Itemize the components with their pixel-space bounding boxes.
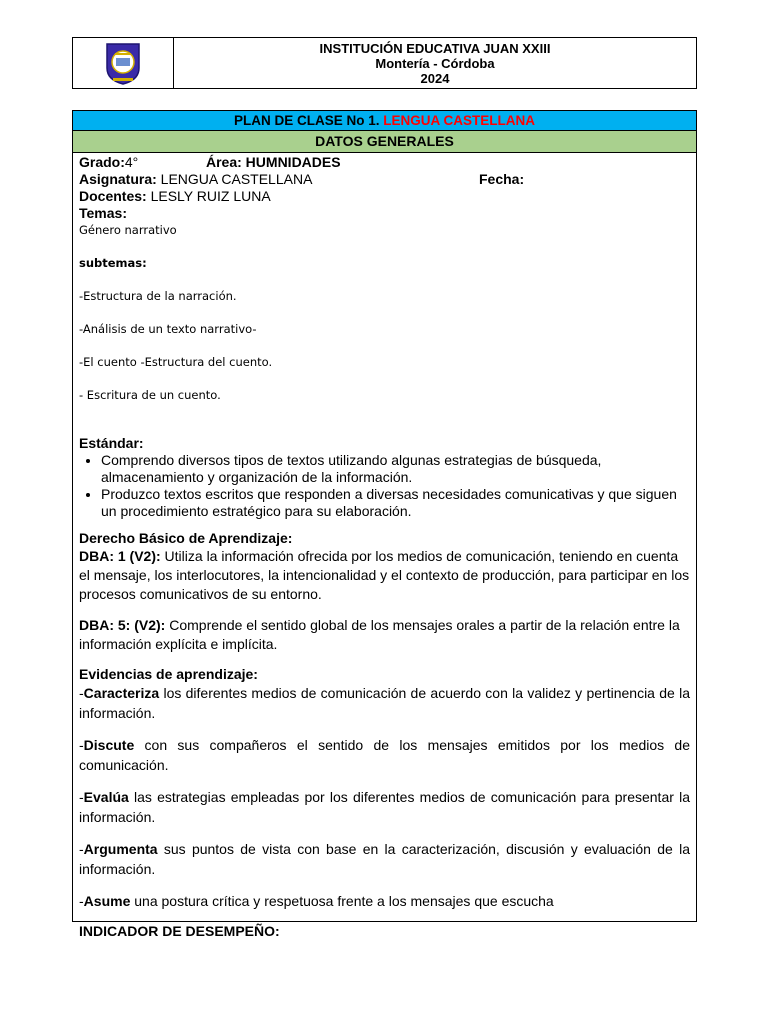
evidencia-item: -Caracteriza los diferentes medios de comunicación de acuerdo con la validez y pertinencia de la información.: [79, 685, 690, 721]
school-shield-icon: [103, 40, 143, 86]
asignatura-label: Asignatura:: [79, 171, 157, 187]
subtema-item: -Estructura de la narración.: [79, 289, 237, 303]
estandar-list: [79, 452, 690, 520]
evidencia-text: una postura crítica y respetuosa frente a los mensajes que escucha: [130, 893, 554, 909]
evidencias-label: Evidencias de aprendizaje:: [79, 666, 258, 682]
evidencia-text: con sus compañeros el sentido de los mensajes emitidos por los medios de comunicación.: [79, 737, 690, 773]
subtemas-label: subtemas:: [79, 256, 147, 270]
subtema-item: -Análisis de un texto narrativo-: [79, 322, 257, 336]
dba5-text: Comprende el sentido global de los mensajes orales a partir de la relación entre la información explícita e implícita.: [79, 617, 680, 652]
evidencia-verb: Discute: [83, 737, 135, 753]
temas-label: Temas:: [79, 205, 127, 221]
evidencia-text: las estrategias empleadas por los diferentes medios de comunicación para presentar la información.: [79, 789, 690, 825]
asignatura-line: [79, 171, 690, 188]
estandar-item: • Comprendo diversos tipos de textos utilizando algunas estrategias de búsqueda, almacenamiento y organización de la información.: [101, 452, 690, 486]
header-title: [174, 38, 696, 88]
lesson-plan-table: [72, 110, 697, 939]
area-label: Área: HUMNIDADES: [206, 154, 341, 170]
grado-line: [79, 154, 690, 171]
dba-heading: Derecho Básico de Aprendizaje:: [79, 530, 293, 546]
evidencia-text: sus puntos de vista con base en la caracterización, discusión y evaluación de la información.: [79, 841, 690, 877]
institution-name: INSTITUCIÓN EDUCATIVA JUAN XXIII: [319, 41, 551, 56]
plan-title-row: [73, 111, 696, 131]
docentes-line: [79, 188, 690, 205]
subtema-item: - Escritura de un cuento.: [79, 388, 221, 402]
asignatura-value: LENGUA CASTELLANA: [156, 171, 313, 187]
evidencia-verb: Caracteriza: [83, 685, 160, 701]
tema-text: Género narrativo: [79, 223, 177, 237]
evidencia-item: -Evalúa las estrategias empleadas por los diferentes medios de comunicación para presentar la información.: [79, 789, 690, 825]
grado-value: 4°: [124, 154, 139, 170]
estandar-label: Estándar:: [79, 435, 144, 451]
evidencia-text: los diferentes medios de comunicación de acuerdo con la validez y pertinencia de la información.: [79, 685, 690, 721]
plan-title: PLAN DE CLASE No 1.: [233, 113, 384, 128]
dba1-paragraph: [79, 547, 690, 604]
dba5-label: DBA: 5: (V2):: [79, 617, 166, 633]
general-data: [73, 153, 696, 940]
logo-cell: [73, 38, 174, 88]
dba5-paragraph: [79, 616, 690, 654]
dba1-label: DBA: 1 (V2):: [79, 548, 161, 564]
docentes-label: Docentes:: [79, 188, 147, 204]
subtema-item: -El cuento -Estructura del cuento.: [79, 355, 273, 369]
indicador-label: INDICADOR DE DESEMPEÑO:: [79, 923, 280, 939]
estandar-item: • Produzco textos escritos que responden a diversas necesidades comunicativas y que siguen un procedimiento estratégico para su elaboración.: [101, 486, 690, 520]
evidencia-verb: Evalúa: [83, 789, 129, 805]
evidencia-verb: Asume: [83, 893, 131, 909]
section-title: DATOS GENERALES: [73, 131, 696, 153]
institution-location: Montería - Córdoba: [375, 56, 495, 71]
dba1-text: Utiliza la información ofrecida por los medios de comunicación, teniendo en cuenta el mensaje, los interlocutores, la intencionalidad y el contexto de producción, para participar en los procesos comunicativos de su entorno.: [79, 548, 690, 602]
evidencia-item: -Asume una postura crítica y respetuosa frente a los mensajes que escucha: [79, 893, 554, 909]
institution-header: [72, 37, 697, 89]
docentes-value: LESLY RUIZ LUNA: [146, 188, 271, 204]
evidencia-verb: Argumenta: [83, 841, 158, 857]
evidencia-item: -Discute con sus compañeros el sentido de los mensajes emitidos por los medios de comunicación.: [79, 737, 690, 773]
fecha-label: Fecha:: [479, 171, 525, 187]
grado-label: Grado:: [79, 154, 125, 170]
evidencia-item: -Argumenta sus puntos de vista con base en la caracterización, discusión y evaluación de la información.: [79, 841, 690, 877]
institution-year: 2024: [420, 71, 450, 86]
plan-subject: LENGUA CASTELLANA: [383, 113, 535, 128]
